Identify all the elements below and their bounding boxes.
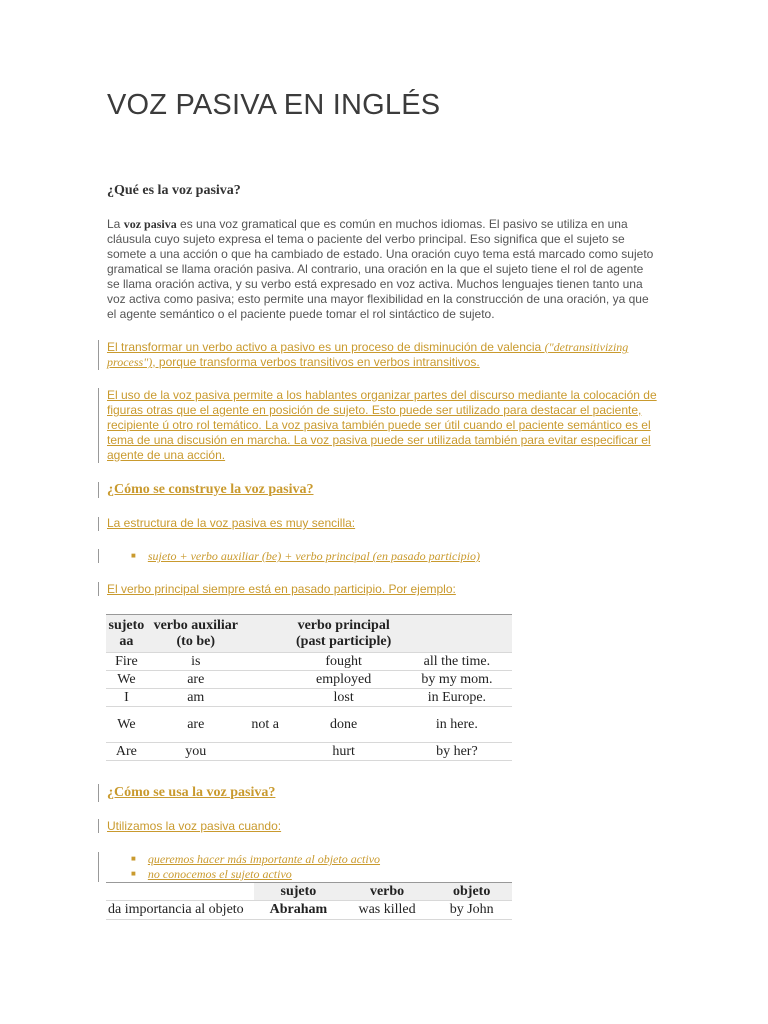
table-header-cell (106, 883, 254, 901)
table-cell: by her? (402, 743, 512, 761)
usage-table (106, 882, 512, 920)
link1-post: , porque transforma verbos transitivos en verbos intransitivos. (152, 355, 480, 369)
table-cell: done (286, 707, 402, 743)
table-cell (245, 689, 286, 707)
change-marker (98, 582, 99, 596)
table-cell: I (106, 689, 147, 707)
table-header-cell (402, 615, 512, 653)
table-cell: in here. (402, 707, 512, 743)
table-cell: hurt (286, 743, 402, 761)
change-marker (98, 388, 99, 463)
usage-bullet[interactable] (131, 867, 292, 882)
table-cell: Are (106, 743, 147, 761)
table-cell: in Europe. (402, 689, 512, 707)
link1-pre: El transformar un verbo activo a pasivo es un proceso de disminución de valencia (107, 340, 545, 354)
table-cell: We (106, 707, 147, 743)
usage-bullet-text: no conocemos el sujeto activo (147, 867, 292, 881)
detransitivizing-link[interactable] (107, 340, 662, 370)
structure-text[interactable]: La estructura de la voz pasiva es muy sencilla: (107, 516, 356, 530)
intro-term[interactable]: voz pasiva (123, 217, 177, 231)
section-heading-how-used[interactable]: ¿Cómo se usa la voz pasiva? (107, 785, 276, 800)
section-heading-what: ¿Qué es la voz pasiva? (107, 183, 241, 198)
table-header-cell: sujeto (254, 883, 343, 901)
table-header-cell: verbo principal (past participle) (286, 615, 402, 653)
table-cell: all the time. (402, 653, 512, 671)
table-row (106, 707, 512, 743)
table-cell: Abraham (254, 901, 343, 920)
table-header-cell: verbo auxiliar (to be) (147, 615, 245, 653)
table-cell: not a (245, 707, 286, 743)
change-marker (98, 340, 99, 370)
bullet-square-icon: ■ (131, 869, 136, 878)
table-cell: We (106, 671, 147, 689)
table-header-cell: objeto (431, 883, 512, 901)
table-cell: are (147, 671, 245, 689)
table-header-cell (245, 615, 286, 653)
bullet-square-icon: ■ (131, 551, 136, 560)
section-heading-how-built[interactable]: ¿Cómo se construye la voz pasiva? (107, 482, 314, 497)
table-cell: am (147, 689, 245, 707)
intro-paragraph (107, 217, 657, 322)
table-cell: are (147, 707, 245, 743)
table-header-row (106, 615, 512, 653)
structure-bullet-text: sujeto + verbo auxiliar (be) + verbo principal (en pasado participio) (147, 549, 480, 563)
table-row (106, 901, 512, 920)
change-marker (98, 549, 99, 563)
change-marker (98, 819, 99, 833)
table-cell: lost (286, 689, 402, 707)
structure-bullet[interactable] (131, 549, 480, 564)
table-cell (245, 671, 286, 689)
table-cell: is (147, 653, 245, 671)
table-cell (245, 653, 286, 671)
table-cell: Fire (106, 653, 147, 671)
table-cell: da importancia al objeto (106, 901, 254, 920)
participle-text[interactable]: El verbo principal siempre está en pasado participio. Por ejemplo: (107, 582, 456, 596)
table-cell: employed (286, 671, 402, 689)
table-cell: by John (431, 901, 512, 920)
table-header-row (106, 883, 512, 901)
table-cell (245, 743, 286, 761)
intro-rest: es una voz gramatical que es común en muchos idiomas. El pasivo se utiliza en una cláusula cuyo sujeto expresa el tema o paciente del verbo principal. Eso significa que el sujeto se somete a una acción o que ha cambiado de estado. Una oración cuyo tema está marcado como sujeto gramatical se llama oración pasiva. Al contrario, una oración en la que el sujeto tiene el rol de agente se llama oración activa, y su verbo está expresado en voz activa. Muchos lenguajes tienen tanto una voz activa como pasiva; esto permite una mayor flexibilidad en la construcción de una oración, ya que el agente semántico o el paciente puede tomar el rol sintáctico de sujeto. (107, 217, 654, 321)
passive-use-link[interactable]: El uso de la voz pasiva permite a los hablantes organizar partes del discurso mediante la colocación de figuras otras que el agente en posición de sujeto. Esto puede ser utilizado para destacar el paciente, recipiente ú otro rol temático. La voz pasiva también puede ser útil cuando el paciente semántico es el tema de una discusión en marcha. La voz pasiva puede ser utilizada también para evitar especificar el agente de una acción. (107, 388, 657, 462)
table-row (106, 689, 512, 707)
table-header-cell: sujeto aa (106, 615, 147, 653)
link1-italic: ("detransitivizing process") (107, 340, 629, 369)
page-title: VOZ PASIVA EN INGLÉS (107, 89, 441, 121)
example-table (106, 614, 512, 761)
table-row (106, 671, 512, 689)
table-cell: you (147, 743, 245, 761)
change-marker (98, 852, 99, 882)
change-marker (98, 517, 99, 531)
intro-prefix: La (107, 217, 124, 231)
table-cell: fought (286, 653, 402, 671)
usage-text[interactable]: Utilizamos la voz pasiva cuando: (107, 819, 282, 833)
bullet-square-icon: ■ (131, 854, 136, 863)
change-marker (98, 482, 99, 498)
change-marker (98, 784, 99, 802)
table-header-cell: verbo (343, 883, 432, 901)
table-row (106, 743, 512, 761)
table-cell: by my mom. (402, 671, 512, 689)
table-cell: was killed (343, 901, 432, 920)
usage-bullet-text: queremos hacer más importante al objeto activo (147, 852, 381, 866)
table-row (106, 653, 512, 671)
usage-bullet[interactable] (131, 852, 380, 867)
